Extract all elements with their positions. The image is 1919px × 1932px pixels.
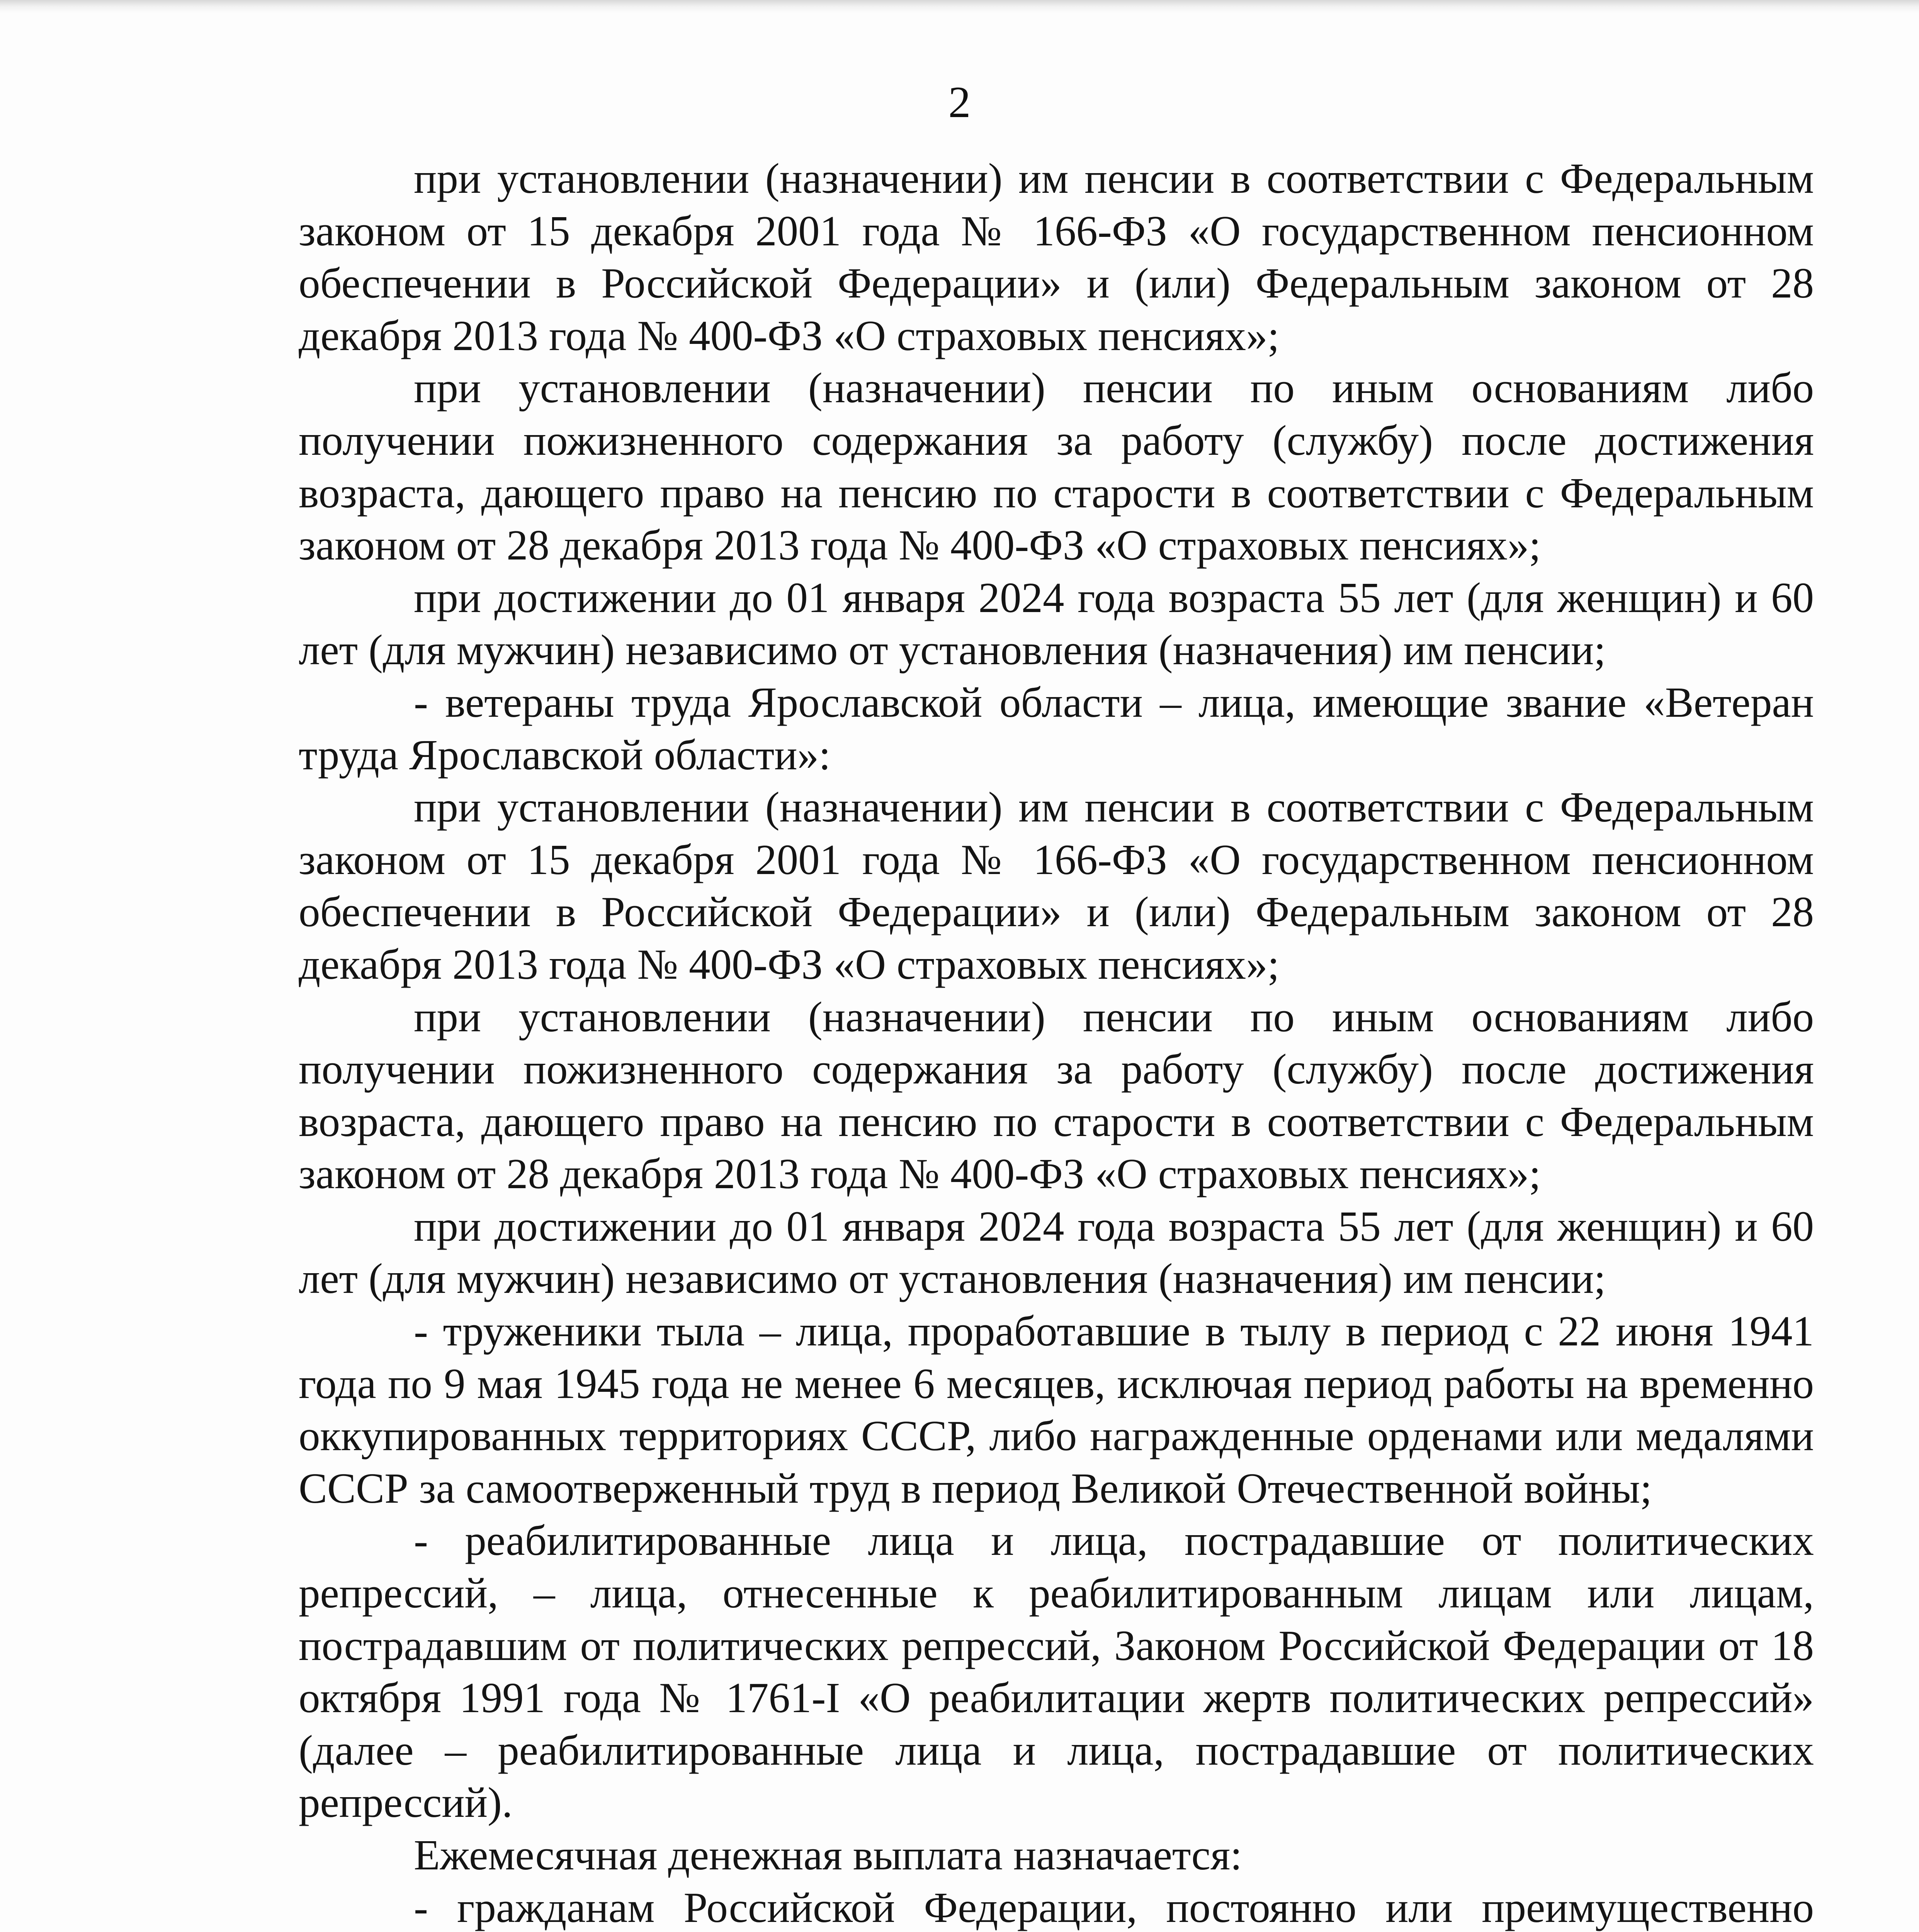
page-number: 2 [948, 78, 971, 127]
paragraph-pension-other-grounds-2: при установлении (назначении) пенсии по иным основаниям либо получении пожизненного содержания за работу (службу) после достижения возраста, дающего право на пенсию по старости в соответствии с Федеральным законом от 28 декабря 2013 года № 400-ФЗ «О страховых пенсиях»; [299, 993, 1814, 1198]
document-body [299, 153, 1814, 1932]
paragraph-pension-appointment-1: при установлении (назначении) им пенсии в соответствии с Федеральным законом от 15 декабря 2001 года № 166-ФЗ «О государственном пенсионном обеспечении в Российской Федерации» и (или) Федеральным законом от 28 декабря 2013 года № 400-ФЗ «О страховых пенсиях»; [299, 155, 1814, 360]
paragraph-pension-appointment-2: при установлении (назначении) им пенсии в соответствии с Федеральным законом от 15 декабря 2001 года № 166-ФЗ «О государственном пенсионном обеспечении в Российской Федерации» и (или) Федеральным законом от 28 декабря 2013 года № 400-ФЗ «О страховых пенсиях»; [299, 784, 1814, 988]
paragraph-age-reached-1: при достижении до 01 января 2024 года возраста 55 лет (для женщин) и 60 лет (для мужчин) независимо от установления (назначения) им пенсии; [299, 574, 1814, 674]
paragraph-russian-citizens: - гражданам Российской Федерации, постоянно или преимущественно [414, 1884, 1814, 1932]
scan-edge [0, 0, 1919, 13]
paragraph-payment-assigned: Ежемесячная денежная выплата назначается: [414, 1832, 1242, 1879]
paragraph-home-front-workers: - труженики тыла – лица, проработавшие в тылу в период с 22 июня 1941 года по 9 мая 1945 года не менее 6 месяцев, исключая период работы на временно оккупированных территориях СССР, либо награжденные орденами или медалями СССР за самоотверженный труд в период Великой Отечественной войны; [299, 1308, 1814, 1512]
paragraph-pension-other-grounds-1: при установлении (назначении) пенсии по иным основаниям либо получении пожизненного содержания за работу (службу) после достижения возраста, дающего право на пенсию по старости в соответствии с Федеральным законом от 28 декабря 2013 года № 400-ФЗ «О страховых пенсиях»; [299, 364, 1814, 570]
paragraph-labor-veterans: - ветераны труда Ярославской области – лица, имеющие звание «Ветеран труда Ярославской области»: [299, 679, 1814, 779]
paragraph-rehabilitated-persons: - реабилитированные лица и лица, пострадавшие от политических репрессий, – лица, отнесенные к реабилитированным лицам или лицам, пострадавшим от политических репрессий, Законом Российской Федерации от 18 октября 1991 года № 1761-I «О реабилитации жертв политических репрессий» (далее – реабилитированные лица и лица, пострадавшие от политических репрессий). [299, 1517, 1814, 1827]
paragraph-age-reached-2: при достижении до 01 января 2024 года возраста 55 лет (для женщин) и 60 лет (для мужчин) независимо от установления (назначения) им пенсии; [299, 1202, 1814, 1303]
